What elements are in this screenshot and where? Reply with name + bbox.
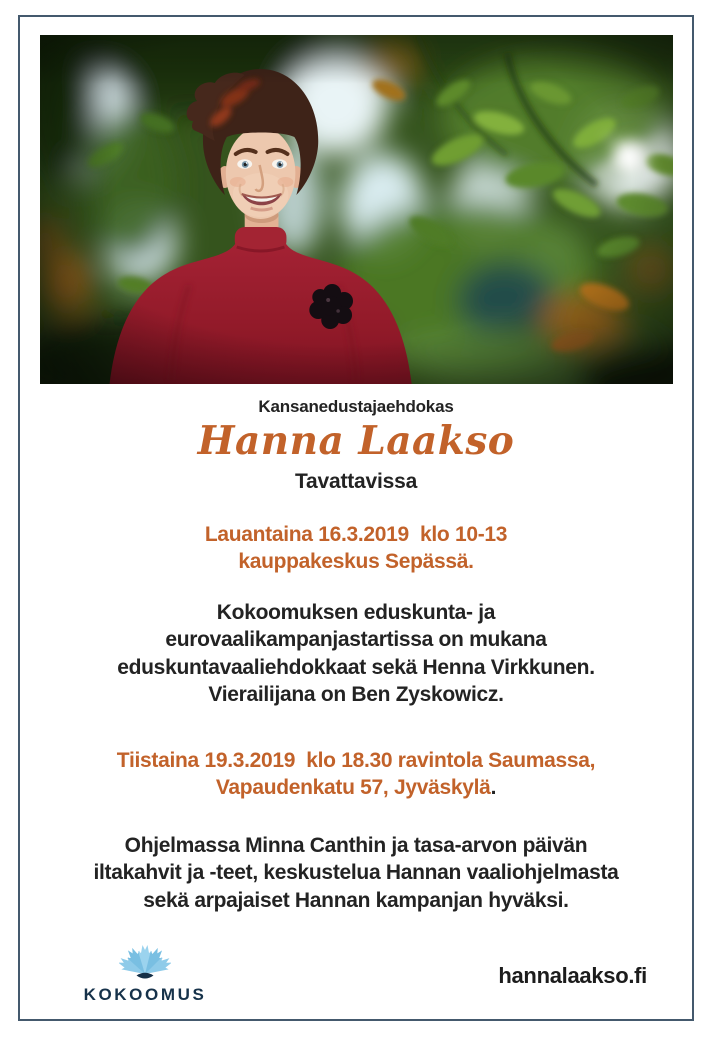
body-2-line-1: Ohjelmassa Minna Canthin ja tasa-arvon päivän [124,833,588,857]
body-text-1 [20,599,692,709]
body-1-line-3: eduskuntavaaliehdokkaat sekä Henna Virkkunen. [117,655,595,679]
body-text-2 [20,832,692,915]
event-2-line-1: Tiistaina 19.3.2019 klo 18.30 ravintola Saumassa, [116,748,596,772]
event-1-line-2: kauppakeskus Sepässä. [238,550,474,574]
candidate-kicker: Kansanedustajaehdokas [258,397,454,416]
event-2-line-2-period: . [490,776,497,800]
event-2 [20,747,692,802]
website-url[interactable]: hannalaakso.fi [498,963,647,988]
candidate-name: Hanna Laakso [197,418,515,464]
body-2-line-3: sekä arpajaiset Hannan kampanjan hyväksi. [143,888,569,912]
kokoomus-wordmark: KOKOOMUS [83,985,207,1004]
flyer-text-column [20,397,692,914]
event-2-line-2 [20,774,692,802]
body-1-line-4: Vierailijana on Ben Zyskowicz. [208,683,504,707]
event-1 [20,521,692,576]
cornflower-icon [119,938,171,982]
portrait-photo-art [40,35,673,384]
event-1-line-1: Lauantaina 16.3.2019 klo 10-13 [204,522,508,546]
kokoomus-logo [75,938,215,1005]
event-2-line-2-main: Vapaudenkatu 57, Jyväskylä [215,776,491,800]
tagline: Tavattavissa [294,469,418,493]
flyer-page [18,15,694,1021]
body-1-line-1: Kokoomuksen eduskunta- ja [216,600,496,624]
portrait-photo [40,35,673,384]
body-1-line-2: eurovaalikampanjastartissa on mukana [165,628,547,652]
body-2-line-2: iltakahvit ja -teet, keskustelua Hannan vaaliohjelmasta [93,861,619,885]
